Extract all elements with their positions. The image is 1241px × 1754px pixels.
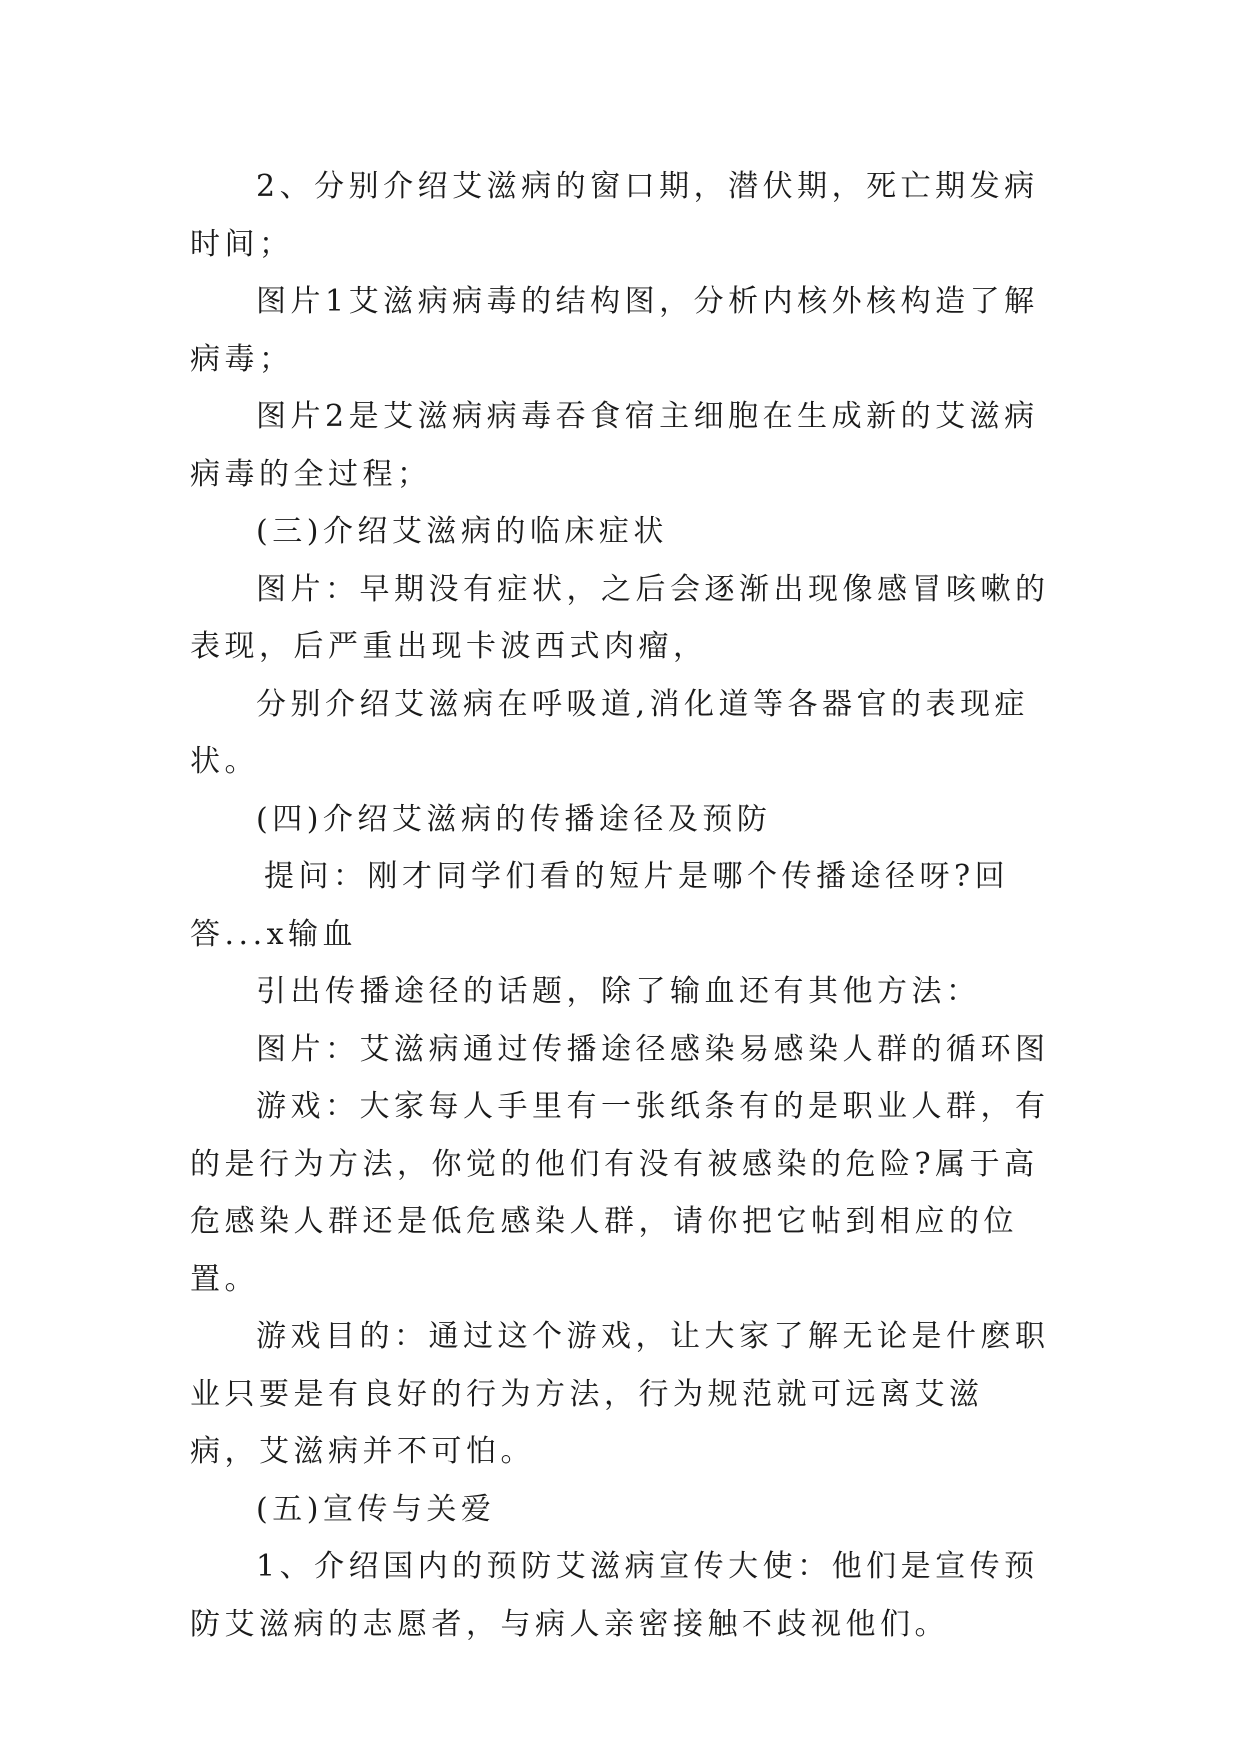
document-body <box>190 158 1050 1653</box>
heading-clinical-symptoms: (三)介绍艾滋病的临床症状 <box>256 514 668 549</box>
paragraph-game-purpose: 游戏目的：通过这个游戏，让大家了解无论是什麽职业只要是有良好的行为方法，行为规范就可远离艾滋病，艾滋病并不可怕。 <box>190 1319 1050 1469</box>
paragraph-transmission-topic: 引出传播途径的话题，除了输血还有其他方法： <box>256 974 981 1009</box>
heading-promotion-care: (五)宣传与关爱 <box>256 1491 496 1527</box>
paragraph-window-period: 2、分别介绍艾滋病的窗口期，潜伏期，死亡期发病时间； <box>190 169 1039 262</box>
paragraph-virus-structure: 图片1艾滋病病毒的结构图，分析内核外核构造了解病毒； <box>190 284 1039 377</box>
paragraph-question: 提问：刚才同学们看的短片是哪个传播途径呀?回答...x输血 <box>190 859 1010 952</box>
paragraph-virus-replication: 图片2是艾滋病病毒吞食宿主细胞在生成新的艾滋病病毒的全过程； <box>190 399 1039 492</box>
heading-transmission-prevention: (四)介绍艾滋病的传播途径及预防 <box>256 801 772 837</box>
paragraph-game: 游戏：大家每人手里有一张纸条有的是职业人群，有的是行为方法，你觉的他们有没有被感染的危险?属于高危感染人群还是低危感染人群，请你把它帖到相应的位置。 <box>190 1089 1050 1297</box>
paragraph-cycle-diagram: 图片：艾滋病通过传播途径感染易感染人群的循环图 <box>256 1031 1050 1067</box>
paragraph-ambassadors: 1、介绍国内的预防艾滋病宣传大使：他们是宣传预防艾滋病的志愿者，与病人亲密接触不歧视他们。 <box>190 1549 1039 1642</box>
paragraph-organ-symptoms: 分别介绍艾滋病在呼吸道,消化道等各器官的表现症状。 <box>190 686 1030 779</box>
paragraph-early-symptoms: 图片：早期没有症状，之后会逐渐出现像感冒咳嗽的表现，后严重出现卡波西式肉瘤， <box>190 571 1050 664</box>
